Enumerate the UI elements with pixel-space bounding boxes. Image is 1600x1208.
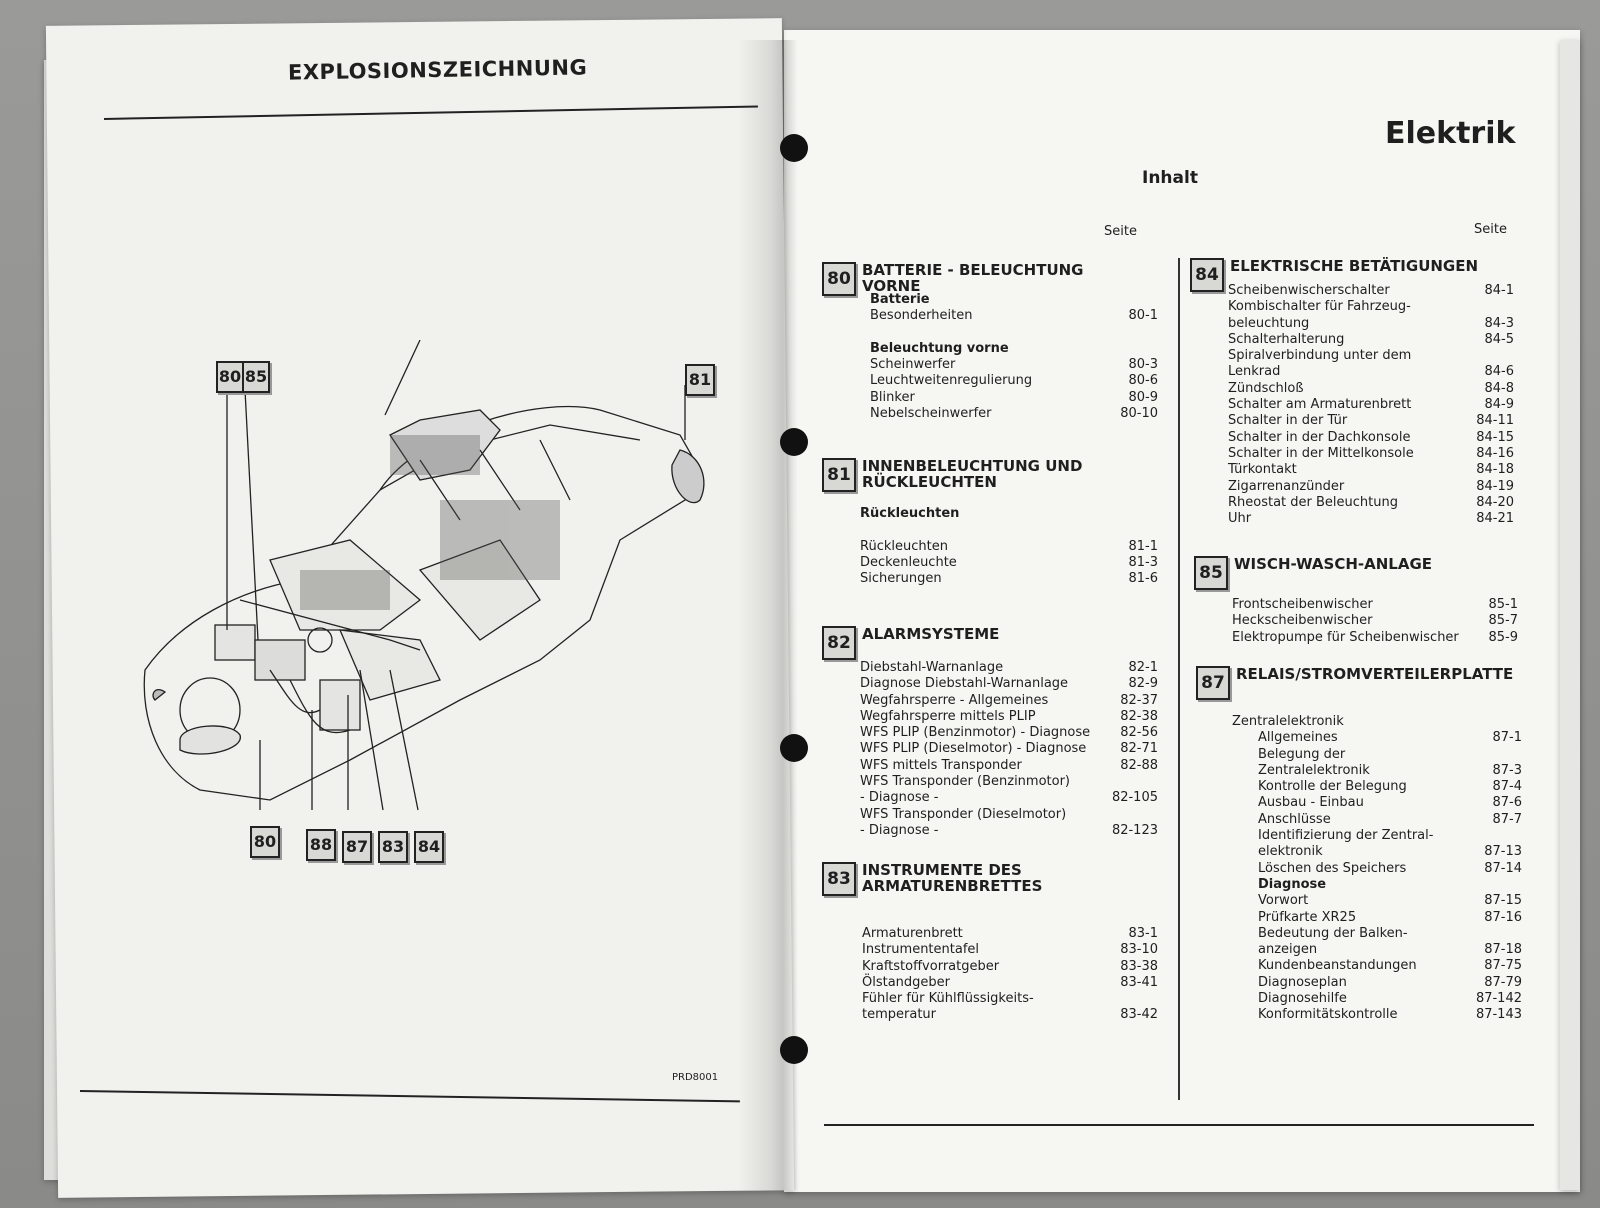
toc-entry-label: Zündschloß <box>1228 380 1304 396</box>
toc-entry-label: Prüfkarte XR25 <box>1258 909 1357 925</box>
toc-entry-page: 80-1 <box>1128 308 1158 324</box>
page-column-label: Seite <box>1474 222 1507 237</box>
toc-entry <box>1232 763 1522 779</box>
toc-entry-page: 87-1 <box>1492 730 1522 746</box>
toc-entry-label: Konformitätskontrolle <box>1258 1007 1398 1023</box>
toc-entry <box>862 959 1158 975</box>
toc-entry-label: elektronik <box>1258 844 1323 860</box>
toc-entry <box>860 807 1158 823</box>
toc-entry-label: Rückleuchten <box>860 538 948 554</box>
toc-entry-label: WFS mittels Transponder <box>860 757 1022 773</box>
footer-rule <box>824 1124 1534 1126</box>
toc-entry <box>860 571 1158 587</box>
toc-entry-page: 84-16 <box>1476 445 1514 461</box>
toc-entry-label: Schalter in der Dachkonsole <box>1228 429 1411 445</box>
binder-hole <box>780 1036 808 1064</box>
section-number-badge: 84 <box>1190 258 1224 292</box>
toc-entry-label: Ölstandgeber <box>862 974 951 990</box>
toc-entry-page: 85-1 <box>1488 597 1518 612</box>
section-title: RELAIS/STROMVERTEILERPLATTE <box>1236 665 1514 683</box>
toc-entry <box>860 660 1158 676</box>
toc-entry-label: Uhr <box>1228 511 1252 527</box>
toc-entry-page: 84-11 <box>1476 413 1514 429</box>
section-number-badge: 87 <box>1196 666 1230 700</box>
toc-entry-label: Lenkrad <box>1228 364 1281 380</box>
toc-entry-page: 80-6 <box>1128 373 1158 389</box>
toc-entry <box>1232 877 1522 893</box>
toc-entry-label: Fühler für Kühlflüssigkeits- <box>862 991 1034 1007</box>
section-entries <box>860 660 1158 839</box>
toc-entry-page: 85-9 <box>1488 629 1518 645</box>
diagram-code: PRD8001 <box>672 1072 719 1083</box>
toc-entry-page: 82-37 <box>1120 692 1158 708</box>
toc-entry-label: Rheostat der Beleuchtung <box>1228 494 1398 510</box>
toc-entry-label: Nebelscheinwerfer <box>870 406 992 422</box>
section-title: WISCH-WASCH-ANLAGE <box>1234 555 1433 573</box>
toc-entry <box>1228 348 1514 364</box>
toc-entry <box>1228 511 1514 527</box>
section-number-badge: 80 <box>822 262 856 296</box>
toc-entry <box>870 390 1158 406</box>
toc-entry <box>862 991 1158 1007</box>
toc-entry <box>1228 364 1514 380</box>
toc-entry-page: 82-1 <box>1128 660 1158 675</box>
toc-entry-label <box>870 325 874 341</box>
toc-entry-page: 83-41 <box>1120 974 1158 990</box>
page-column-label: Seite <box>1104 224 1137 239</box>
toc-entry <box>1232 975 1522 991</box>
toc-entry <box>870 406 1158 422</box>
section-entries <box>1232 597 1518 646</box>
right-page-edge <box>1560 40 1580 1190</box>
toc-entry-label: beleuchtung <box>1228 315 1310 331</box>
toc-entry-page: 84-18 <box>1476 462 1514 478</box>
toc-entry-page: 82-9 <box>1128 676 1158 692</box>
toc-entry-page: 87-142 <box>1475 991 1522 1007</box>
toc-entry-page: 83-10 <box>1120 942 1158 958</box>
callout-80: 80 <box>250 826 280 858</box>
callout-83: 83 <box>378 831 408 863</box>
section-entries <box>1228 283 1514 527</box>
toc-entry-label: - Diagnose - <box>860 790 939 806</box>
toc-entry-label: Frontscheibenwischer <box>1232 597 1373 612</box>
section-title: BATTERIE - BELEUCHTUNG VORNE <box>862 261 1084 295</box>
toc-entry-page: 87-13 <box>1484 844 1522 860</box>
toc-entry <box>1232 730 1522 746</box>
toc-entry-label: Diagnoseplan <box>1258 974 1347 990</box>
toc-entry <box>1228 332 1514 348</box>
toc-entry-page: 87-15 <box>1484 893 1522 909</box>
toc-entry-label: Kundenbeanstandungen <box>1258 958 1417 974</box>
toc-entry <box>870 292 1158 308</box>
toc-entry <box>1232 795 1522 811</box>
toc-entry <box>1232 812 1522 828</box>
toc-entry-label: Diagnose Diebstahl-Warnanlage <box>860 676 1069 692</box>
toc-entry-label: Türkontakt <box>1228 462 1297 478</box>
page-heading: EXPLOSIONSZEICHNUNG <box>287 55 588 85</box>
toc-entry <box>1232 714 1522 730</box>
toc-entry-page: 80-10 <box>1120 406 1158 422</box>
toc-entry-label: Elektropumpe für Scheibenwischer <box>1232 629 1459 645</box>
toc-entry-page: 81-3 <box>1128 554 1158 570</box>
toc-entry <box>1232 942 1522 958</box>
spine-shadow <box>738 40 798 1190</box>
toc-entry-label: anzeigen <box>1258 942 1318 958</box>
toc-entry-page: 84-15 <box>1476 429 1514 445</box>
toc-entry-page: 87-143 <box>1475 1007 1522 1023</box>
toc-entry-label: Blinker <box>870 389 915 405</box>
toc-entry-label: Instrumententafel <box>862 942 980 958</box>
toc-entry <box>1232 910 1522 926</box>
toc-entry <box>1228 283 1514 299</box>
toc-entry <box>1228 446 1514 462</box>
section-title: ALARMSYSTEME <box>862 625 1000 643</box>
toc-entry <box>860 693 1158 709</box>
toc-entry <box>1232 844 1522 860</box>
toc-entry-page: 87-7 <box>1492 811 1522 827</box>
binder-hole <box>780 734 808 762</box>
toc-entry-page: 84-5 <box>1484 331 1514 347</box>
toc-entry-label: Deckenleuchte <box>860 554 957 570</box>
toc-entry <box>862 975 1158 991</box>
section-number-badge: 85 <box>1194 556 1228 590</box>
column-divider <box>1178 258 1180 1100</box>
toc-entry-page: 84-1 <box>1484 283 1514 298</box>
toc-entry-page: 87-3 <box>1492 762 1522 778</box>
toc-entry-label: Löschen des Speichers <box>1258 860 1407 876</box>
toc-entry <box>870 357 1158 373</box>
toc-entry <box>860 741 1158 757</box>
toc-entry <box>1228 462 1514 478</box>
toc-entry <box>1232 1007 1522 1023</box>
toc-entry <box>1232 630 1518 646</box>
toc-entry-label: Wegfahrsperre - Allgemeines <box>860 692 1049 708</box>
toc-entry-label: Belegung der <box>1258 746 1346 762</box>
section-number-badge: 82 <box>822 626 856 660</box>
toc-entry <box>870 341 1158 357</box>
toc-entry <box>1232 991 1522 1007</box>
toc-entry-page: 83-38 <box>1120 958 1158 974</box>
section-entries <box>862 926 1158 1024</box>
toc-entry-page: 83-42 <box>1120 1007 1158 1023</box>
toc-entry-label: Scheibenwischerschalter <box>1228 283 1390 298</box>
toc-entry <box>1232 779 1522 795</box>
toc-entry-label: Identifizierung der Zentral- <box>1258 828 1434 844</box>
toc-entry-label: Leuchtweitenregulierung <box>870 373 1033 389</box>
toc-entry-page: 87-14 <box>1484 860 1522 876</box>
section-title: INNENBELEUCHTUNG UND RÜCKLEUCHTEN <box>862 457 1083 491</box>
toc-entry-label: Diebstahl-Warnanlage <box>860 660 1004 675</box>
toc-entry-page: 87-18 <box>1484 942 1522 958</box>
toc-entry <box>860 506 1158 522</box>
toc-entry <box>870 325 1158 341</box>
toc-entry-label: Vorwort <box>1258 893 1309 909</box>
callout-84: 84 <box>414 831 444 863</box>
toc-entry <box>1228 381 1514 397</box>
toc-entry <box>870 373 1158 389</box>
toc-entry-label: Schalterhalterung <box>1228 331 1345 347</box>
toc-entry <box>1232 597 1518 613</box>
toc-entry-page: 87-6 <box>1492 795 1522 811</box>
toc-entry-page: 84-9 <box>1484 397 1514 413</box>
toc-entry-label: - Diagnose - <box>860 822 939 838</box>
toc-entry <box>1228 397 1514 413</box>
toc-entry <box>1232 861 1522 877</box>
contents-heading: Inhalt <box>1142 168 1198 188</box>
toc-entry-label: Zigarrenanzünder <box>1228 478 1345 494</box>
toc-entry-label: Armaturenbrett <box>862 926 963 941</box>
toc-entry-label: Kombischalter für Fahrzeug- <box>1228 299 1411 315</box>
toc-entry <box>860 725 1158 741</box>
toc-entry <box>860 676 1158 692</box>
toc-entry <box>860 758 1158 774</box>
toc-entry-page: 82-56 <box>1120 725 1158 741</box>
toc-entry-label: Beleuchtung vorne <box>870 340 1009 356</box>
callout-88: 88 <box>306 829 336 861</box>
toc-entry-label: Zentralelektronik <box>1232 714 1344 729</box>
toc-entry-label: Batterie <box>870 292 930 307</box>
toc-entry-page: 81-1 <box>1128 538 1158 554</box>
toc-entry <box>860 790 1158 806</box>
toc-entry-label: Spiralverbindung unter dem <box>1228 348 1412 364</box>
callout-80: 80 <box>216 361 244 393</box>
toc-entry-label: Ausbau - Einbau <box>1258 795 1364 811</box>
toc-entry <box>1232 828 1522 844</box>
toc-entry-page: 82-123 <box>1111 822 1158 838</box>
binder-hole <box>780 134 808 162</box>
toc-entry-page: 84-6 <box>1484 364 1514 380</box>
toc-entry <box>860 823 1158 839</box>
toc-entry <box>1232 926 1522 942</box>
section-number-badge: 83 <box>822 862 856 896</box>
section-entries <box>860 506 1158 587</box>
toc-entry-page: 82-105 <box>1111 790 1158 806</box>
toc-entry-label: Zentralelektronik <box>1258 762 1370 778</box>
toc-entry-page: 84-21 <box>1476 511 1514 527</box>
toc-entry <box>860 555 1158 571</box>
binder-hole <box>780 428 808 456</box>
toc-entry-label: Wegfahrsperre mittels PLIP <box>860 708 1036 724</box>
toc-entry-page: 84-20 <box>1476 494 1514 510</box>
toc-entry-page: 84-8 <box>1484 380 1514 396</box>
toc-entry <box>860 774 1158 790</box>
toc-entry <box>860 522 1158 538</box>
toc-entry-page: 87-75 <box>1484 958 1522 974</box>
toc-entry <box>870 308 1158 324</box>
toc-entry-label: WFS PLIP (Benzinmotor) - Diagnose <box>860 725 1091 741</box>
toc-entry-label: Diagnose <box>1258 876 1327 892</box>
toc-entry <box>1232 747 1522 763</box>
toc-entry-page: 87-16 <box>1484 909 1522 925</box>
section-entries <box>870 292 1158 422</box>
toc-entry-page: 84-3 <box>1484 315 1514 331</box>
toc-entry-label: Anschlüsse <box>1258 811 1331 827</box>
toc-entry-page: 81-6 <box>1128 571 1158 587</box>
toc-entry-label: Rückleuchten <box>860 506 960 521</box>
toc-entry-label: Kraftstoffvorratgeber <box>862 958 1000 974</box>
toc-entry-page: 80-9 <box>1128 389 1158 405</box>
toc-entry-label <box>860 522 864 538</box>
callout-87: 87 <box>342 831 372 863</box>
toc-entry <box>862 1007 1158 1023</box>
section-number-badge: 81 <box>822 458 856 492</box>
toc-entry-page: 87-4 <box>1492 779 1522 795</box>
toc-entry <box>860 539 1158 555</box>
toc-entry-label: WFS Transponder (Benzinmotor) <box>860 774 1070 790</box>
toc-entry-label: Bedeutung der Balken- <box>1258 925 1408 941</box>
callout-85: 85 <box>242 361 270 393</box>
toc-entry <box>1228 316 1514 332</box>
toc-entry <box>1228 413 1514 429</box>
toc-entry-label: Schalter am Armaturenbrett <box>1228 397 1412 413</box>
toc-entry-page: 84-19 <box>1476 478 1514 494</box>
toc-entry-page: 85-7 <box>1488 613 1518 629</box>
toc-entry <box>1232 893 1522 909</box>
toc-entry-label: WFS Transponder (Dieselmotor) <box>860 806 1067 822</box>
toc-entry-label: Heckscheibenwischer <box>1232 613 1373 629</box>
toc-entry-label: WFS PLIP (Dieselmotor) - Diagnose <box>860 741 1087 757</box>
toc-entry-label: temperatur <box>862 1007 937 1023</box>
toc-entry-page: 83-1 <box>1128 926 1158 941</box>
toc-entry-label: Besonderheiten <box>870 308 973 324</box>
toc-entry <box>862 942 1158 958</box>
exploded-car-diagram <box>120 340 740 860</box>
toc-entry <box>1228 495 1514 511</box>
toc-entry-page: 82-88 <box>1120 757 1158 773</box>
toc-entry-label: Schalter in der Tür <box>1228 413 1348 429</box>
toc-entry-label: Schalter in der Mittelkonsole <box>1228 445 1414 461</box>
section-title: INSTRUMENTE DES ARMATURENBRETTES <box>862 861 1043 895</box>
toc-entry-page: 87-79 <box>1484 974 1522 990</box>
toc-entry <box>1228 299 1514 315</box>
toc-entry-label: Diagnosehilfe <box>1258 991 1347 1007</box>
toc-entry <box>1228 430 1514 446</box>
section-title: ELEKTRISCHE BETÄTIGUNGEN <box>1230 257 1479 275</box>
chapter-title: Elektrik <box>1385 116 1516 151</box>
toc-entry-label: Allgemeines <box>1258 730 1338 746</box>
toc-entry-label: Kontrolle der Belegung <box>1258 779 1407 795</box>
toc-entry-page: 80-3 <box>1128 357 1158 373</box>
toc-entry-page: 82-38 <box>1120 708 1158 724</box>
toc-entry <box>1228 479 1514 495</box>
toc-entry-label: Sicherungen <box>860 571 942 587</box>
toc-entry <box>862 926 1158 942</box>
toc-entry-label: Scheinwerfer <box>870 357 956 373</box>
toc-entry <box>1232 613 1518 629</box>
toc-entry <box>860 709 1158 725</box>
toc-entry-page: 82-71 <box>1120 741 1158 757</box>
callout-81: 81 <box>685 364 715 396</box>
section-entries <box>1232 714 1522 1024</box>
toc-entry <box>1232 958 1522 974</box>
